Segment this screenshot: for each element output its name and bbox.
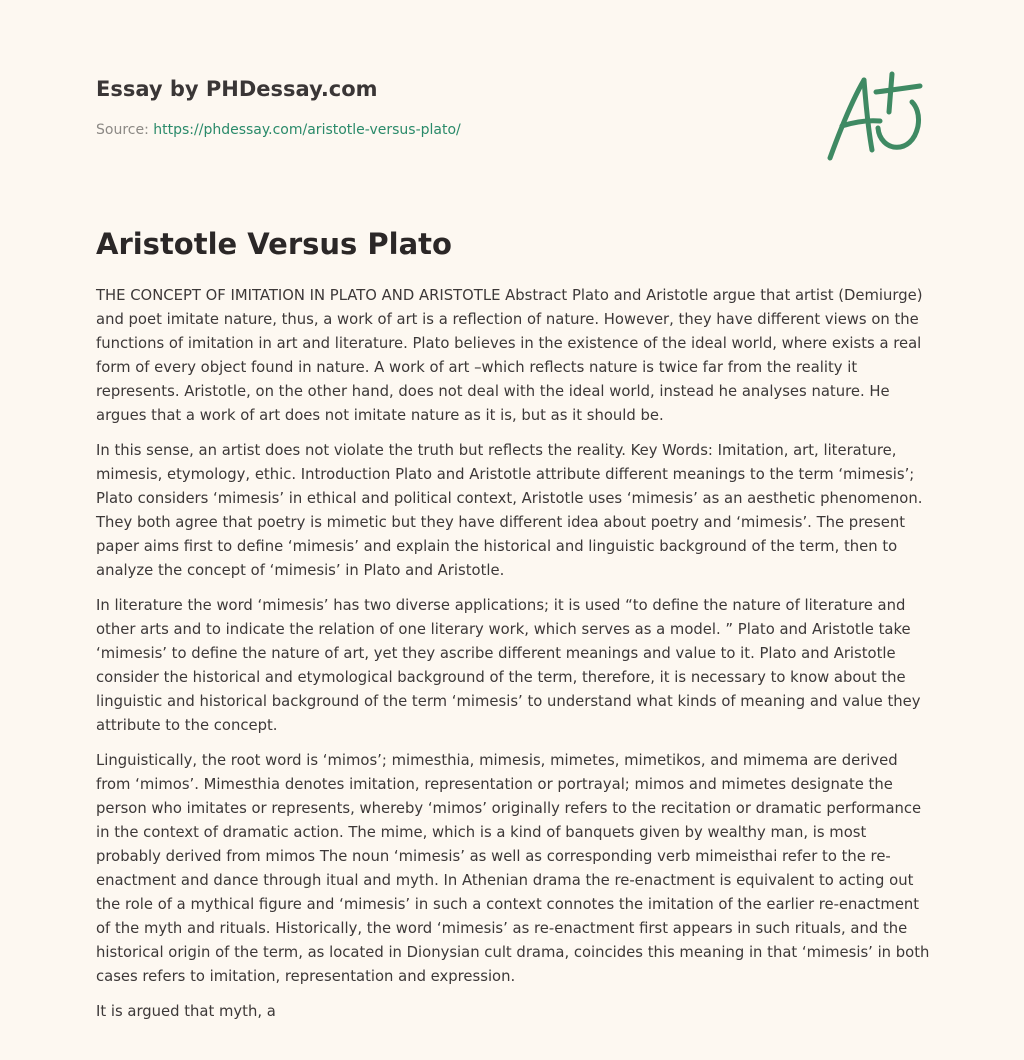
brand-title: Essay by PHDessay.com bbox=[96, 77, 378, 101]
logo-svg bbox=[820, 66, 930, 166]
essay-paragraph: THE CONCEPT OF IMITATION IN PLATO AND ARISTOTLE Abstract Plato and Aristotle argue that artist (Demiurge) and poet imitate nature, thus, a work of art is a reflection of nature. However, they have different views on the functions of imitation in art and literature. Plato believes in the existence of the ideal world, where exists a real form of every object found in nature. A work of art –which reflects nature is twice far from the reality it represents. Aristotle, on the other hand, does not deal with the ideal world, instead he analyses nature. He argues that a work of art does not imitate nature as it is, but as it should be. bbox=[96, 287, 923, 424]
essay-paragraph: It is argued that myth, a bbox=[96, 1003, 276, 1020]
source-label: Source: bbox=[96, 122, 149, 138]
essay-paragraph: In literature the word ‘mimesis’ has two diverse applications; it is used “to define the nature of literature and other arts and to indicate the relation of one literary work, which serves as a model. ” Plato and Aristotle take ‘mimesis’ to define the nature of art, yet they ascribe different meanings and value to it. Plato and Aristotle consider the historical and etymological background of the term, therefore, it is necessary to know about the linguistic and historical background of the term ‘mimesis’ to understand what kinds of meaning and value they attribute to the concept. bbox=[96, 597, 921, 734]
page-header bbox=[96, 74, 936, 138]
essay-paragraph: Linguistically, the root word is ‘mimos’; mimesthia, mimesis, mimetes, mimetikos, and mimema are derived from ‘mimos’. Mimesthia denotes imitation, representation or portrayal; mimos and mimetes designate the person who imitates or represents, whereby ‘mimos’ originally refers to the recitation or dramatic performance in the context of dramatic action. The mime, which is a kind of banquets given by wealthy man, is most probably derived from mimos The noun ‘mimesis’ as well as corresponding verb mimeisthai refer to the re-enactment and dance through itual and myth. In Athenian drama the re-enactment is equivalent to acting out the role of a mythical figure and ‘mimesis’ in such a context connotes the imitation of the earlier re-enactment of the myth and rituals. Historically, the word ‘mimesis’ as re-enactment first appears in such rituals, and the historical origin of the term, as located in Dionysian cult drama, coincides this meaning in that ‘mimesis’ in both cases refers to imitation, representation and expression. bbox=[96, 752, 930, 985]
essay-title: Aristotle Versus Plato bbox=[96, 227, 452, 261]
source-line bbox=[96, 122, 461, 138]
essay-paragraph: In this sense, an artist does not violate the truth but reflects the reality. Key Words: Imitation, art, literature, mimesis, etymology, ethic. Introduction Plato and Aristotle attribute different meanings to the term ‘mimesis’; Plato considers ‘mimesis’ in ethical and political context, Aristotle uses ‘mimesis’ as an aesthetic phenomenon. They both agree that poetry is mimetic but they have different idea about poetry and ‘mimesis’. The present paper aims first to define ‘mimesis’ and explain the historical and linguistic background of the term, then to analyze the concept of ‘mimesis’ in Plato and Aristotle. bbox=[96, 442, 923, 579]
source-link[interactable]: https://phdessay.com/aristotle-versus-plato/ bbox=[153, 122, 461, 138]
a-plus-icon bbox=[820, 66, 930, 166]
essay-body bbox=[96, 284, 931, 1035]
